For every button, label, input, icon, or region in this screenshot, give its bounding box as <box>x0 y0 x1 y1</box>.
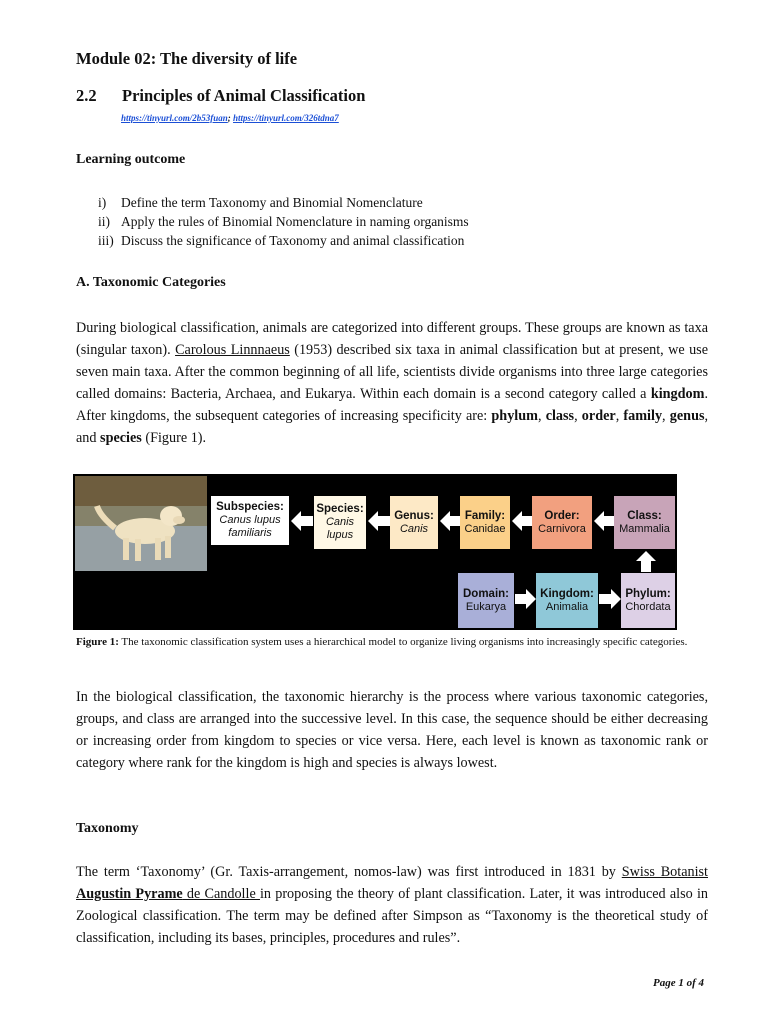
module-title: Module 02: The diversity of life <box>76 49 298 68</box>
page-number: Page 1 of 4 <box>653 977 705 989</box>
learning-outcome-list <box>98 193 469 250</box>
text-run: , <box>574 408 582 424</box>
list-index: ii) <box>98 214 110 229</box>
genus-box <box>390 496 438 549</box>
learning-outcome-heading: Learning outcome <box>76 152 186 167</box>
box-label: Class: <box>627 509 662 522</box>
list-text: Define the term Taxonomy and Binomial Nomenclature <box>121 195 423 210</box>
reference-link-1[interactable]: https://tinyurl.com/2b53fuan <box>121 113 228 123</box>
section-number: 2.2 <box>76 86 97 105</box>
term-order: order <box>581 408 616 424</box>
term-phylum: phylum <box>491 408 538 424</box>
arrow-left-icon <box>594 511 614 531</box>
box-value: Canis <box>399 522 429 535</box>
text-run: . After kingdoms, the subsequent categories of increasing specificity are: <box>76 386 708 424</box>
box-value: familiaris <box>228 527 272 539</box>
paragraph-taxonomy <box>76 861 708 949</box>
class-box <box>614 496 675 549</box>
term-genus: genus <box>669 408 705 424</box>
term-family: family <box>623 408 663 424</box>
box-value: Mammalia <box>619 522 670 535</box>
list-text: Discuss the significance of Taxonomy and animal classification <box>121 233 465 248</box>
family-box <box>460 496 510 549</box>
term-kingdom: kingdom <box>650 386 705 402</box>
arrow-right-icon <box>515 589 536 609</box>
box-value: Canus lupus <box>219 514 281 526</box>
text-run: During biological classification, animals are categorized into different groups. These groups are known as taxa (singular taxon). <box>76 320 708 358</box>
text-run: (Figure 1). <box>141 430 207 446</box>
kingdom-box <box>536 573 598 628</box>
list-item <box>98 212 469 231</box>
list-text: Apply the rules of Binomial Nomenclature in naming organisms <box>121 214 469 229</box>
list-index: iii) <box>98 233 114 248</box>
species-box <box>314 496 366 549</box>
list-item <box>98 231 469 250</box>
box-value: Canidae <box>464 522 506 535</box>
box-label: Species: <box>316 503 364 515</box>
box-label: Subspecies: <box>216 501 284 513</box>
text-run: , and <box>76 408 709 446</box>
term-class: class <box>545 408 575 424</box>
linnaeus-link[interactable]: Carolous Linnnaeus <box>175 342 290 358</box>
link-separator: ; <box>227 113 234 123</box>
taxonomy-heading: Taxonomy <box>76 821 139 836</box>
box-value: lupus <box>326 529 354 541</box>
term-species: species <box>100 430 142 446</box>
dog-illustration <box>75 476 207 571</box>
text-run: The term ‘Taxonomy’ (Gr. Taxis-arrangement, nomos-law) was first introduced in 1831 by <box>76 864 622 880</box>
box-value: Chordata <box>625 600 671 613</box>
reference-links <box>121 113 339 123</box>
de-candolle-link[interactable]: de Candolle <box>182 886 260 902</box>
text-run: in proposing the theory of plant classification. Later, it was introduced also in Zoological classification. The term may be defined after Simpson as “Taxonomy is the theoretical study of classification, including its bases, principles, procedures and rules”. <box>76 886 708 946</box>
text-run: , <box>537 408 546 424</box>
caption-text: The taxonomic classification system uses a hierarchical model to organize living organisms into increasingly specific categories. <box>118 636 688 648</box>
box-value: Canis <box>325 516 355 528</box>
box-label: Genus: <box>394 509 434 522</box>
box-value: Animalia <box>545 600 589 613</box>
domain-box <box>458 573 514 628</box>
arrow-left-icon <box>512 511 532 531</box>
figure-caption <box>76 635 706 649</box>
paragraph-taxonomic-hierarchy: In the biological classification, the taxonomic hierarchy is the process where various taxonomic categories, groups, and class are arranged into the successive level. In this case, the sequence should be either decreasing or increasing order from kingdom to species or vice versa. Here, each level is known as taxonomic rank or category where rank for the kingdom is high and species is always lowest. <box>76 689 708 771</box>
order-box <box>532 496 592 549</box>
phylum-box <box>621 573 675 628</box>
box-label: Kingdom: <box>540 587 594 600</box>
list-index: i) <box>98 195 107 210</box>
section-a-heading: A. Taxonomic Categories <box>76 275 226 290</box>
box-value: Carnivora <box>538 522 586 535</box>
swiss-botanist-link[interactable]: Swiss Botanist <box>621 864 708 880</box>
box-label: Family: <box>464 509 506 522</box>
list-item <box>98 193 469 212</box>
box-label: Order: <box>544 509 580 522</box>
section-title-text: Principles of Animal Classification <box>122 86 366 105</box>
caption-label: Figure 1: <box>76 636 119 648</box>
box-label: Phylum: <box>625 587 671 600</box>
paragraph-taxonomic-categories <box>76 317 708 449</box>
botanist-name: Augustin Pyrame <box>76 886 183 902</box>
arrow-left-icon <box>368 511 390 531</box>
dog-photo <box>75 476 207 571</box>
text-run: , <box>662 408 670 424</box>
arrow-up-icon <box>636 551 656 572</box>
box-value: Eukarya <box>465 600 507 613</box>
arrow-left-icon <box>440 511 460 531</box>
reference-link-2[interactable]: https://tinyurl.com/326tdna7 <box>233 113 339 123</box>
text-run: (1953) described six taxa in animal classification but at present, we use seven main taxa. After the common beginning of all life, scientists divide organisms into three large categories called domains: Bacteria, Archaea, and Eukarya. Within each domain is a second category called a <box>76 342 708 402</box>
box-label: Domain: <box>463 587 509 600</box>
text-run: , <box>615 408 624 424</box>
section-title <box>76 86 365 106</box>
subspecies-box <box>211 496 289 545</box>
taxonomy-figure <box>73 474 677 630</box>
arrow-left-icon <box>291 511 313 531</box>
arrow-right-icon <box>599 589 621 609</box>
